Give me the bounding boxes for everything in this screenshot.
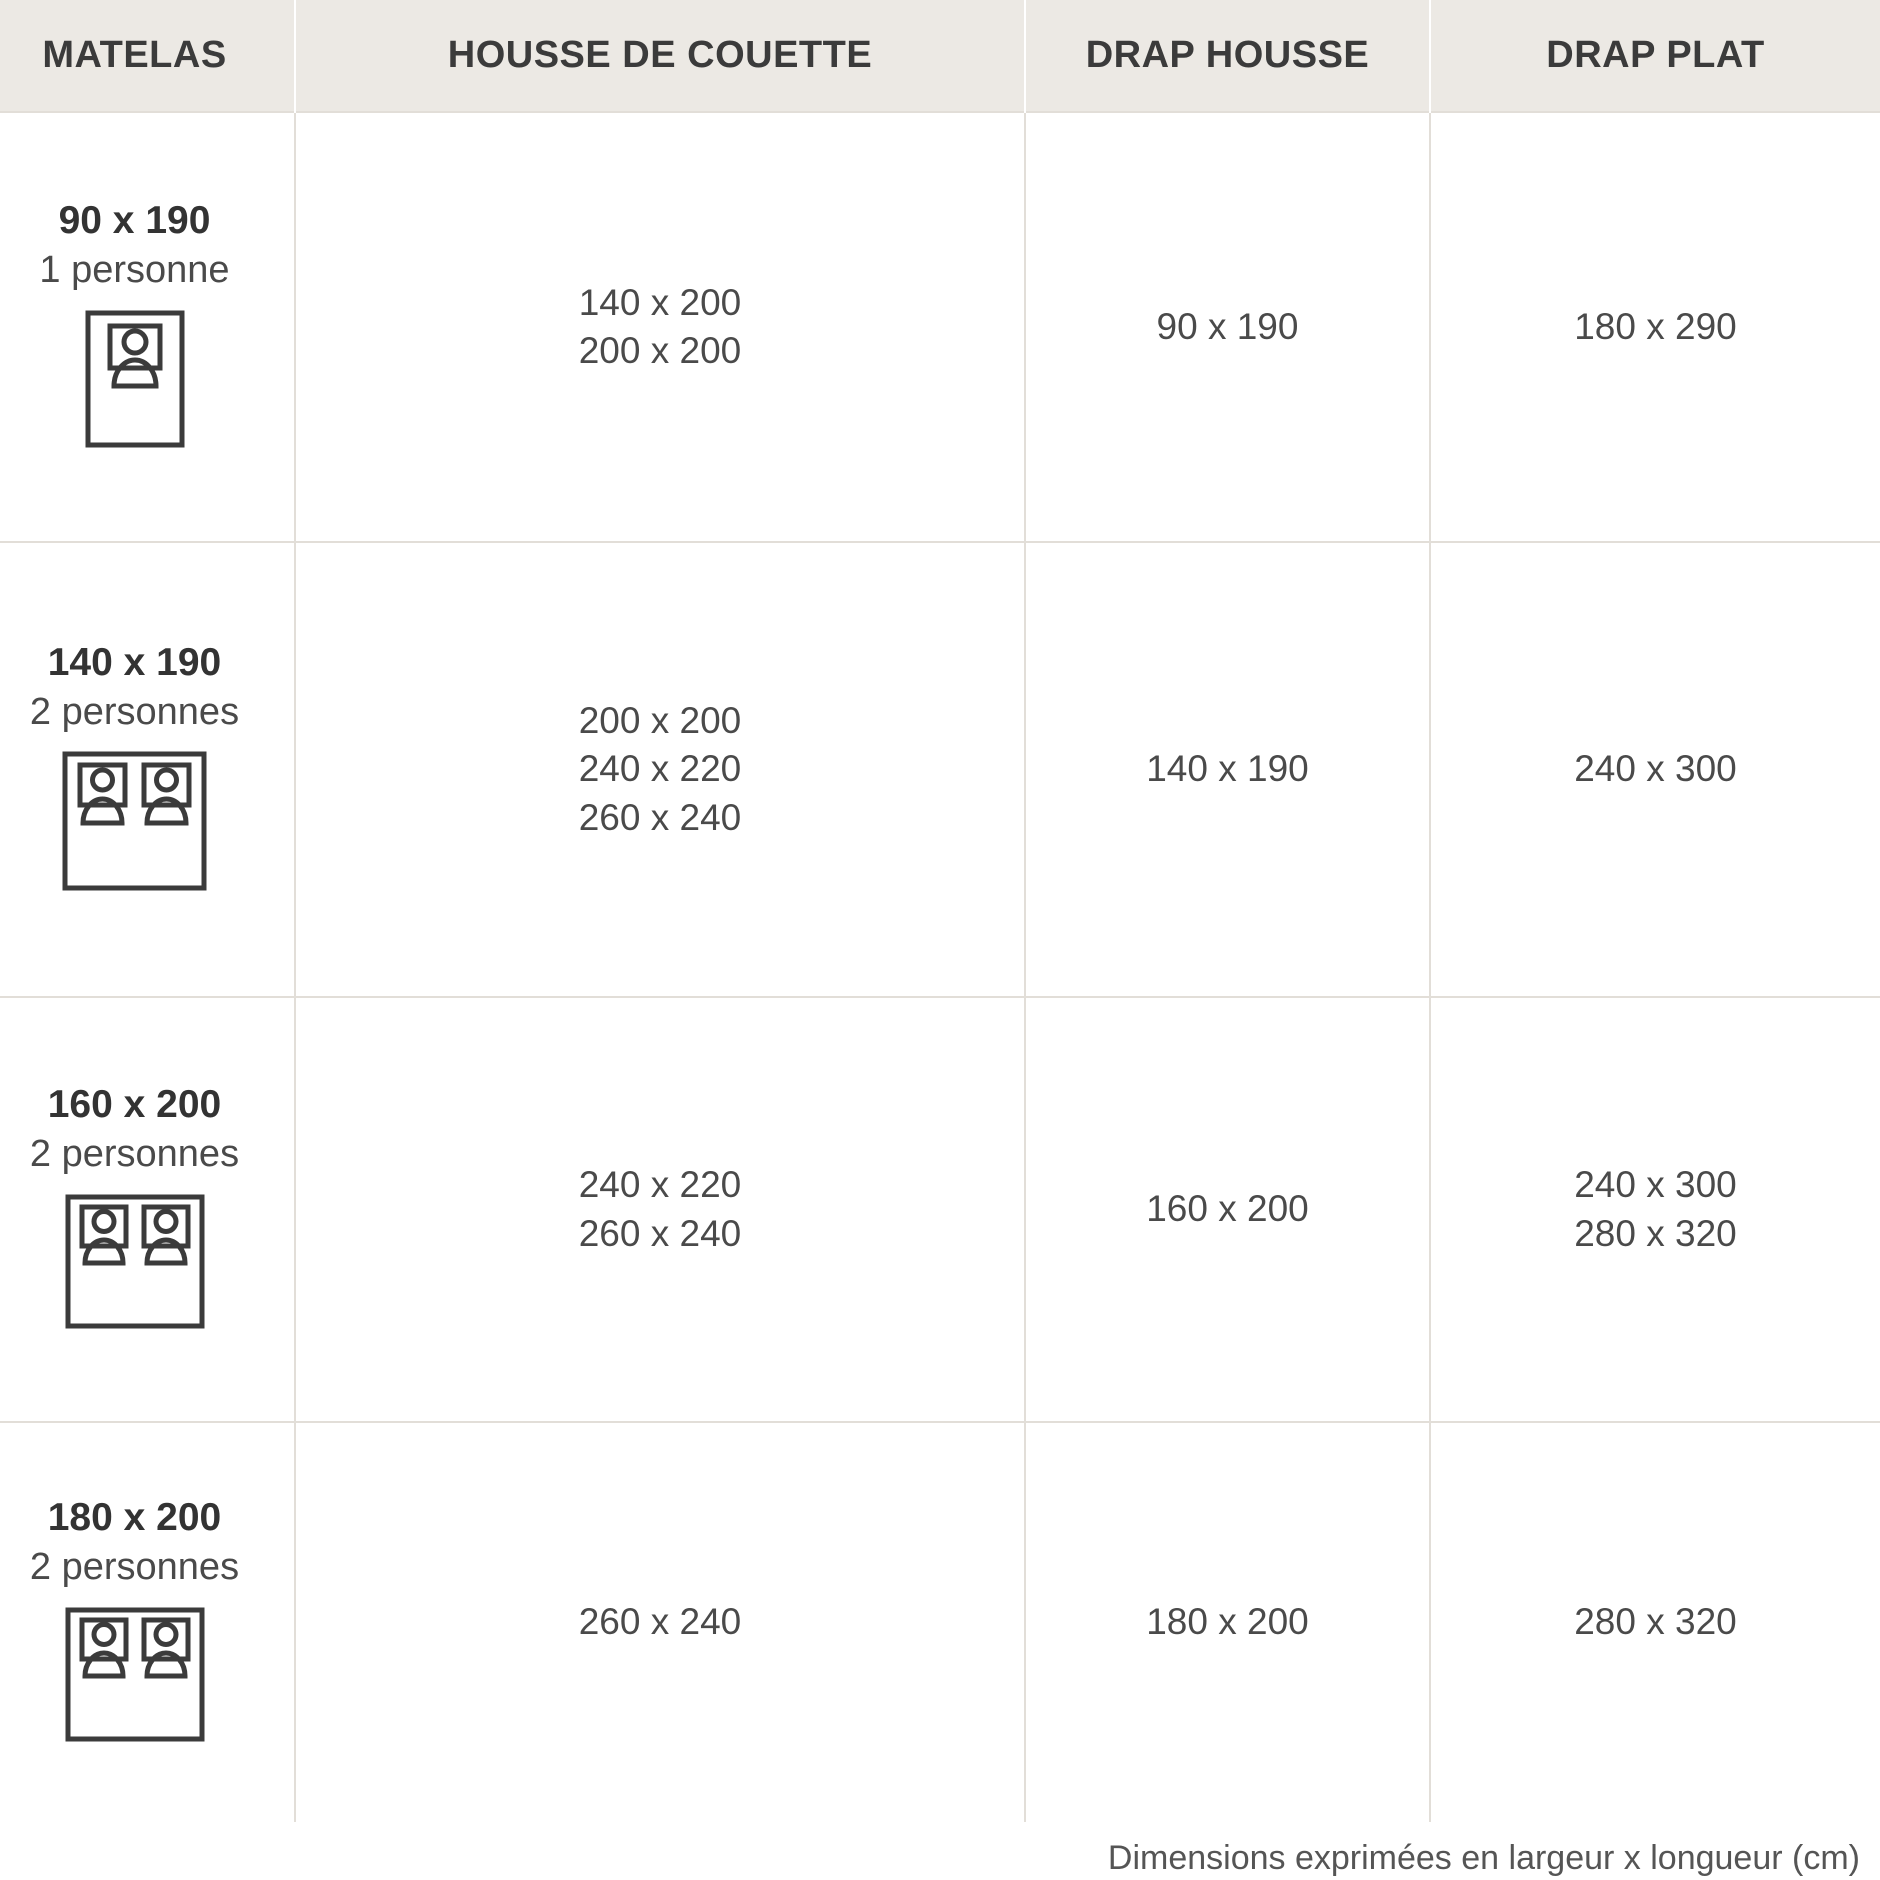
table-row xyxy=(0,542,1880,997)
drap-housse-cell xyxy=(1025,1422,1430,1822)
housse-de-couette-cell xyxy=(295,997,1025,1422)
single-bed-icon xyxy=(85,310,185,457)
value-line: 200 x 200 xyxy=(578,700,742,742)
column-header-drap-housse: DRAP HOUSSE xyxy=(1025,0,1430,112)
value-line: 240 x 300 xyxy=(1574,748,1737,790)
matelas-size-label: 180 x 200 xyxy=(47,1496,222,1540)
value-line: 180 x 200 xyxy=(1146,1601,1309,1643)
drap-plat-cell xyxy=(1430,112,1880,542)
matelas-size-label: 140 x 190 xyxy=(47,640,222,684)
drap-plat-cell xyxy=(1430,1422,1880,1822)
column-header-drap-plat: DRAP PLAT xyxy=(1430,0,1880,112)
value-line: 280 x 320 xyxy=(1574,1212,1737,1254)
table-body xyxy=(0,112,1880,1822)
table-header xyxy=(0,0,1880,112)
matelas-people-label: 2 personnes xyxy=(29,1546,240,1589)
column-header-housse-de-couette: HOUSSE DE COUETTE xyxy=(295,0,1025,112)
value-line: 260 x 240 xyxy=(578,1212,742,1254)
value-line: 280 x 320 xyxy=(1574,1601,1737,1643)
header-row xyxy=(0,0,1880,112)
value-line: 240 x 300 xyxy=(1574,1164,1737,1206)
value-line: 260 x 240 xyxy=(578,796,742,838)
matelas-cell xyxy=(0,997,295,1422)
value-line: 260 x 240 xyxy=(578,1601,742,1643)
drap-housse-cell xyxy=(1025,112,1430,542)
value-line: 140 x 190 xyxy=(1146,748,1309,790)
value-line: 160 x 200 xyxy=(1146,1188,1309,1230)
housse-de-couette-cell xyxy=(295,542,1025,997)
double-bed-icon xyxy=(65,1607,205,1751)
drap-plat-cell xyxy=(1430,542,1880,997)
housse-de-couette-cell xyxy=(295,112,1025,542)
drap-plat-cell xyxy=(1430,997,1880,1422)
value-line: 140 x 200 xyxy=(578,281,742,323)
value-line: 90 x 190 xyxy=(1156,305,1299,347)
drap-housse-cell xyxy=(1025,542,1430,997)
matelas-size-label: 160 x 200 xyxy=(47,1083,222,1127)
drap-housse-cell xyxy=(1025,997,1430,1422)
matelas-people-label: 2 personnes xyxy=(29,690,240,733)
column-header-matelas: MATELAS xyxy=(0,0,295,112)
value-line: 240 x 220 xyxy=(578,1164,742,1206)
footnote-text: Dimensions exprimées en largeur x longueur (cm) xyxy=(1107,1839,1860,1877)
matelas-cell xyxy=(0,1422,295,1822)
value-line: 200 x 200 xyxy=(578,330,742,371)
matelas-cell xyxy=(0,112,295,542)
value-line: 240 x 220 xyxy=(578,748,742,790)
matelas-cell xyxy=(0,542,295,997)
table-row xyxy=(0,997,1880,1422)
housse-de-couette-cell xyxy=(295,1422,1025,1822)
matelas-people-label: 1 personne xyxy=(39,249,230,292)
matelas-size-label: 90 x 190 xyxy=(58,199,211,243)
double-bed-icon xyxy=(62,751,207,900)
table-row xyxy=(0,1422,1880,1822)
matelas-people-label: 2 personnes xyxy=(29,1133,240,1176)
value-line: 180 x 290 xyxy=(1574,305,1737,347)
table-row xyxy=(0,112,1880,542)
double-bed-icon xyxy=(65,1194,205,1338)
